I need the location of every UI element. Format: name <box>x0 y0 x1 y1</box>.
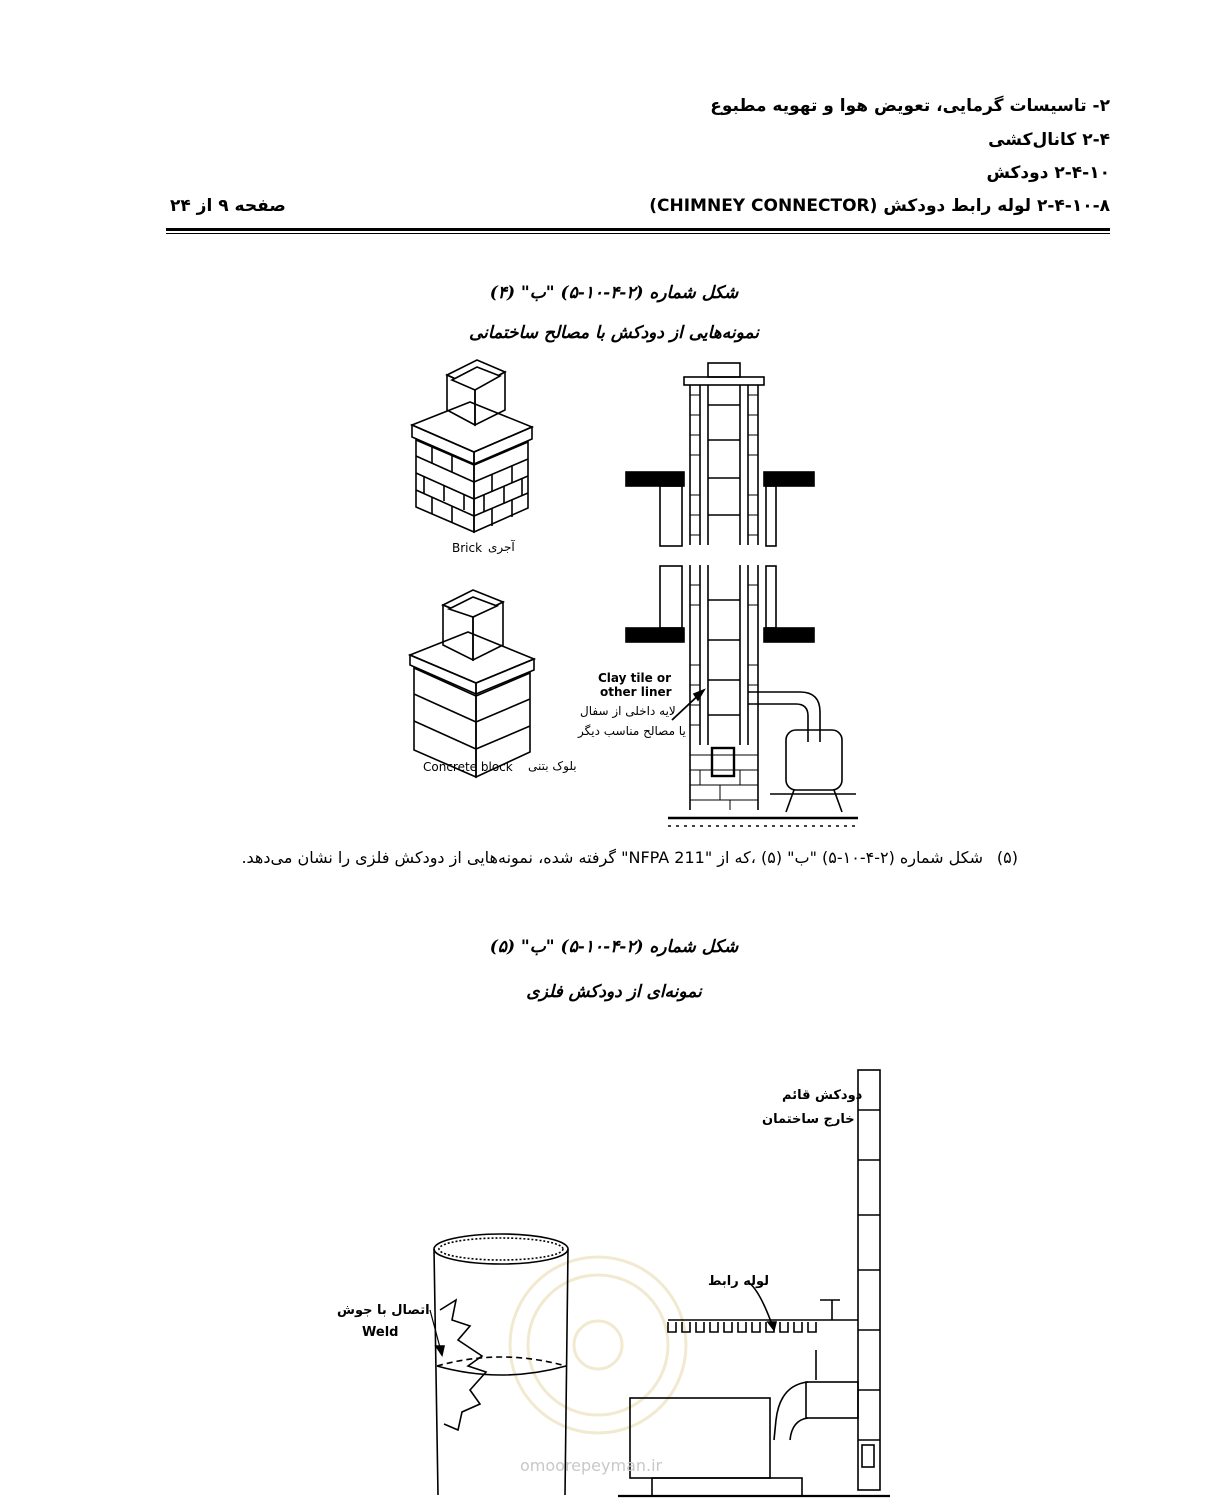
vertical-stack-label-2: خارج ساختمان <box>762 1112 855 1127</box>
liner-label-en-1: Clay tile or <box>598 671 672 685</box>
vertical-stack-illustration <box>858 1070 880 1490</box>
brick-label-en: Brick <box>452 541 483 555</box>
header-topic-title: ۲-۴-۱۰ دودکش <box>986 163 1110 183</box>
header-section-title: ۲- تاسیسات گرمایی، تعویض هوا و تهویه مطبوع <box>710 96 1110 116</box>
connector-label: لوله رابط <box>708 1274 770 1289</box>
page-number: صفحه ۹ از ۲۴ <box>170 196 286 216</box>
liner-label-fa-2: یا مصالح مناسب دیگر <box>578 724 686 738</box>
figure5-title: نمونه‌ای از دودکش فلزی <box>526 982 702 1002</box>
header-clause-title: ۲-۴-۱۰-۸ لوله رابط دودکش (CHIMNEY CONNECTOR) <box>649 196 1110 216</box>
figure4-number: شکل شماره (۲-۴-۱۰-۵) "ب" (۴) <box>489 283 739 303</box>
header-subsection-title: ۲-۴ کانال‌کشی <box>988 130 1110 150</box>
brick-label-fa: آجری <box>488 540 515 554</box>
figure4-title: نمونه‌هایی از دودکش با مصالح ساختمانی <box>469 323 759 343</box>
weld-label-fa: اتصال با جوش <box>337 1303 430 1318</box>
concrete-block-label-en: Concrete block <box>423 760 513 774</box>
paragraph-number: (۵) <box>996 848 1018 867</box>
liner-label-fa-1: لایه داخلی از سفال <box>580 704 676 718</box>
concrete-block-label-fa: بلوک بتنی <box>528 759 577 773</box>
watermark-seal <box>510 1257 686 1433</box>
paragraph-text: شکل شماره (۲-۴-۱۰-۵) "ب" (۵) ،که از "NFPA 211" گرفته شده، نمونه‌هایی از دودکش فلزی را نشان می‌دهد. <box>241 848 983 867</box>
figure5-number: شکل شماره (۲-۴-۱۰-۵) "ب" (۵) <box>489 937 739 957</box>
liner-label-en-2: other liner <box>600 685 672 699</box>
vertical-stack-label-1: دودکش قائم <box>782 1088 863 1103</box>
weld-label-en: Weld <box>362 1325 399 1340</box>
watermark-text: omoorepeyman.ir <box>520 1456 663 1475</box>
